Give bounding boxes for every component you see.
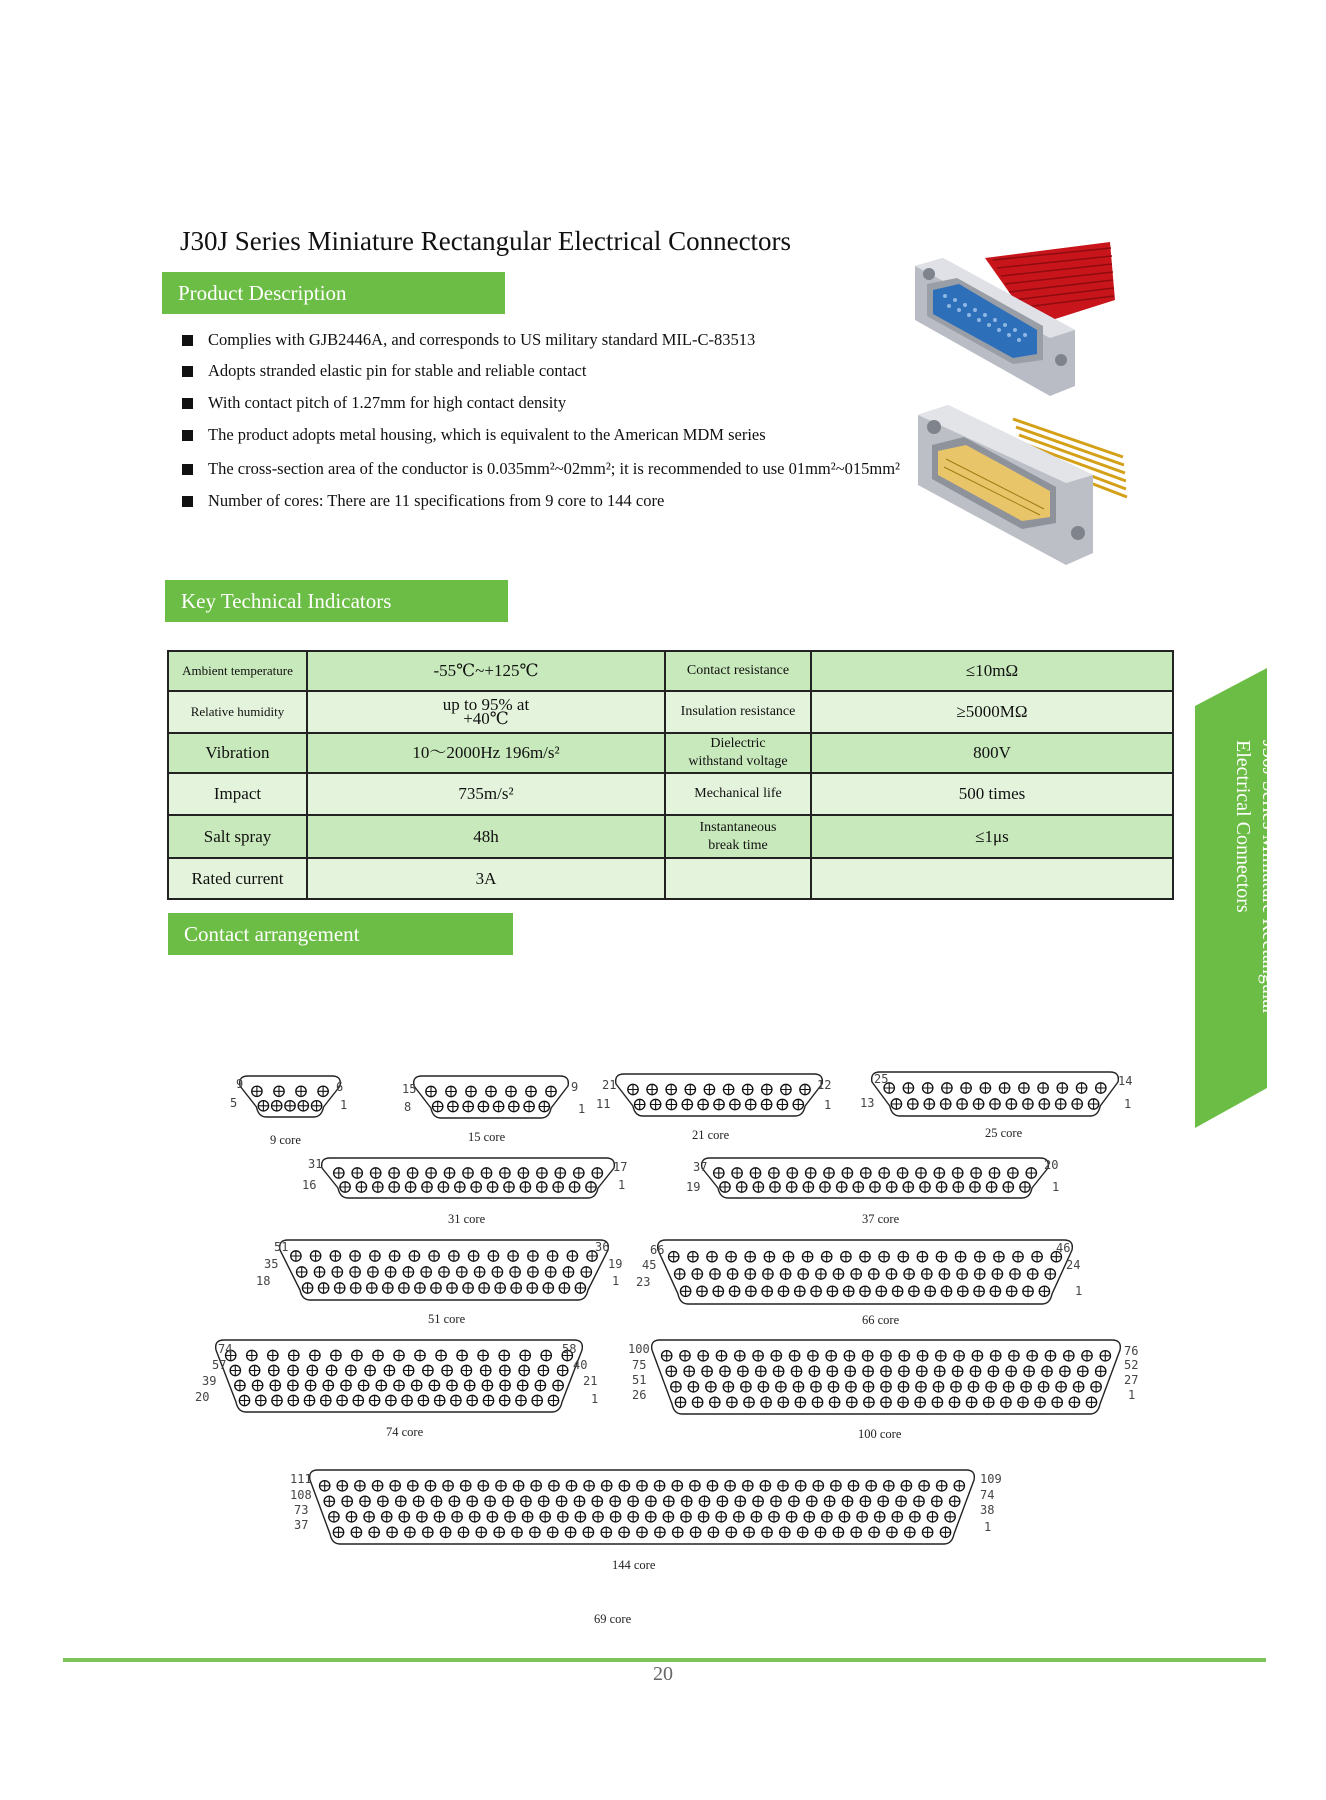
pin-number: 17	[613, 1160, 628, 1174]
pin-number: 26	[632, 1388, 647, 1402]
pin-number: 66	[650, 1243, 665, 1257]
spec-value: ≤10mΩ	[811, 651, 1173, 691]
table-row	[168, 773, 1173, 815]
pin-number: 1	[1075, 1284, 1083, 1298]
pin-number: 51	[274, 1240, 289, 1254]
pin-number: 73	[294, 1503, 309, 1517]
pin-number: 21	[602, 1078, 617, 1092]
pin-number: 35	[264, 1257, 279, 1271]
spec-label: Impact	[168, 773, 307, 815]
shell-100	[652, 1340, 1121, 1414]
pin-number: 74	[980, 1488, 995, 1502]
connector-label-51: 51 core	[428, 1312, 466, 1326]
spec-label: Mechanical life	[665, 773, 811, 815]
pin-number: 1	[824, 1098, 832, 1112]
section-header-product-description	[162, 272, 505, 314]
technical-indicators-table	[167, 650, 1174, 900]
pin-number: 15	[402, 1082, 417, 1096]
pin-number: 6	[336, 1080, 344, 1094]
pin-number: 111	[290, 1472, 312, 1486]
bullet-square-icon	[182, 496, 193, 507]
pin-number: 51	[632, 1373, 647, 1387]
pin-number: 16	[302, 1178, 317, 1192]
pin-number: 1	[340, 1098, 348, 1112]
shell-74	[216, 1340, 583, 1412]
shell-15	[414, 1076, 569, 1118]
connector-label-15: 15 core	[468, 1130, 506, 1144]
pin-number: 25	[874, 1072, 889, 1086]
pin-number: 8	[404, 1100, 412, 1114]
pin-number: 1	[618, 1178, 626, 1192]
spec-value-line: +40℃	[463, 709, 509, 728]
connector-label-37: 37 core	[862, 1212, 900, 1226]
pin-number: 109	[980, 1472, 1002, 1486]
pin-number: 74	[218, 1342, 233, 1356]
pin-number: 21	[583, 1374, 598, 1388]
pin-number: 20	[195, 1390, 210, 1404]
pin-number: 1	[591, 1392, 599, 1406]
pin-number: 12	[817, 1078, 832, 1092]
spec-label: Vibration	[168, 733, 307, 773]
pin-number: 1	[1124, 1097, 1132, 1111]
spec-label-line: Instantaneous	[699, 819, 777, 835]
pin-number: 14	[1118, 1074, 1133, 1088]
section-header-label: Contact arrangement	[184, 922, 360, 946]
pin-number: 37	[693, 1160, 708, 1174]
section-header-key-technical-indicators	[165, 580, 508, 622]
side-banner-line: J30J Series Miniature Rectangular	[1258, 740, 1280, 1015]
connector-label-21: 21 core	[692, 1128, 730, 1142]
shell-144	[310, 1470, 975, 1544]
spec-value	[307, 691, 665, 733]
page-number: 20	[653, 1663, 673, 1685]
connector-label-25: 25 core	[985, 1126, 1023, 1140]
pin-number: 52	[1124, 1358, 1139, 1372]
list-item-text: The product adopts metal housing, which is equivalent to the American MDM series	[208, 425, 766, 444]
pin-number: 36	[595, 1240, 610, 1254]
connector-label-66: 66 core	[862, 1313, 900, 1327]
shell-9	[240, 1076, 344, 1117]
feature-list	[180, 330, 980, 511]
contact-arrangement-diagrams	[0, 1040, 1326, 1560]
spec-value-line: up to 95% at	[442, 695, 530, 714]
spec-label	[665, 815, 811, 858]
list-item-text: With contact pitch of 1.27mm for high contact density	[208, 393, 567, 412]
spec-label: Rated current	[168, 858, 307, 899]
spec-label	[665, 733, 811, 773]
socket-connector-image	[915, 238, 1115, 396]
list-item-text: Complies with GJB2446A, and corresponds to US military standard MIL-C-83513	[208, 330, 756, 349]
side-banner-text	[1192, 740, 1282, 1040]
pin-number: 37	[294, 1518, 309, 1532]
pin-number: 19	[608, 1257, 623, 1271]
footer-divider	[63, 1658, 1266, 1662]
bullet-square-icon	[182, 430, 193, 441]
pin-number: 23	[636, 1275, 651, 1289]
spec-value: -55℃~+125℃	[307, 651, 665, 691]
pin-number: 40	[573, 1358, 588, 1372]
shell-51	[280, 1240, 609, 1300]
pin-number: 5	[230, 1096, 238, 1110]
pin-number: 1	[984, 1520, 992, 1534]
pin-number: 1	[1052, 1180, 1060, 1194]
connector-label-144: 144 core	[612, 1558, 656, 1572]
pin-number: 46	[1056, 1241, 1071, 1255]
pin-number: 75	[632, 1358, 647, 1372]
plug-connector-image	[918, 405, 1130, 565]
pin-number: 45	[642, 1258, 657, 1272]
connector-label-74: 74 core	[386, 1425, 424, 1439]
pin-number: 11	[596, 1097, 611, 1111]
pin-number: 1	[1128, 1388, 1136, 1402]
pin-number: 58	[562, 1342, 577, 1356]
connector-label-9: 9 core	[270, 1133, 301, 1147]
shell-21	[616, 1074, 823, 1116]
spec-label: Contact resistance	[665, 651, 811, 691]
pin-number: 9	[236, 1077, 244, 1091]
table-row	[168, 691, 1173, 733]
list-item	[180, 393, 980, 413]
table-row	[168, 651, 1173, 691]
spec-value: ≥5000MΩ	[811, 691, 1173, 733]
bullet-square-icon	[182, 464, 193, 475]
spec-label	[665, 858, 811, 899]
shell-66	[658, 1240, 1073, 1304]
bullet-square-icon	[182, 335, 193, 346]
pin-number: 19	[686, 1180, 701, 1194]
table-row	[168, 858, 1173, 899]
pin-number: 108	[290, 1488, 312, 1502]
spec-label: Insulation resistance	[665, 691, 811, 733]
spec-label: Ambient temperature	[168, 651, 307, 691]
pin-number: 76	[1124, 1344, 1139, 1358]
spec-value: 735m/s²	[307, 773, 665, 815]
table-row	[168, 733, 1173, 773]
spec-label-line: Dielectric	[710, 736, 766, 751]
spec-label-line: break time	[708, 837, 768, 853]
spec-value: ≤1μs	[811, 815, 1173, 858]
list-item	[180, 491, 980, 511]
side-banner-line: Electrical Connectors	[1232, 740, 1254, 913]
list-item	[180, 330, 980, 350]
list-item	[180, 361, 980, 381]
connector-label-31: 31 core	[448, 1212, 486, 1226]
pin-number: 57	[212, 1358, 227, 1372]
pin-number: 1	[612, 1274, 620, 1288]
shell-25	[872, 1072, 1119, 1116]
spec-value: 48h	[307, 815, 665, 858]
list-item-text: The cross-section area of the conductor is 0.035mm²~02mm²; it is recommended to use 01mm²~015mm²	[208, 459, 901, 478]
spec-label: Relative humidity	[168, 691, 307, 733]
spec-label: Salt spray	[168, 815, 307, 858]
connector-label-100: 100 core	[858, 1427, 902, 1441]
pin-number: 31	[308, 1157, 323, 1171]
list-item	[180, 425, 980, 445]
pin-number: 24	[1066, 1258, 1081, 1272]
list-item-text: Adopts stranded elastic pin for stable and reliable contact	[208, 361, 587, 380]
table-row	[168, 815, 1173, 858]
spec-value	[811, 858, 1173, 899]
page-title: J30J Series Miniature Rectangular Electrical Connectors	[180, 226, 792, 256]
bullet-square-icon	[182, 366, 193, 377]
spec-label-line: withstand voltage	[688, 754, 788, 769]
pin-number: 38	[980, 1503, 995, 1517]
pin-number: 39	[202, 1374, 217, 1388]
section-header-label: Product Description	[178, 281, 347, 305]
shell-37	[702, 1158, 1049, 1198]
spec-value: 500 times	[811, 773, 1173, 815]
connector-label-69: 69 core	[594, 1612, 632, 1626]
section-header-contact-arrangement	[168, 913, 513, 955]
pin-number: 13	[860, 1096, 875, 1110]
pin-number: 20	[1044, 1158, 1059, 1172]
list-item-text: Number of cores: There are 11 specifications from 9 core to 144 core	[208, 491, 665, 510]
spec-value: 800V	[811, 733, 1173, 773]
section-header-label: Key Technical Indicators	[181, 589, 392, 613]
bullet-square-icon	[182, 398, 193, 409]
list-item	[180, 459, 980, 479]
shell-31	[322, 1158, 615, 1198]
pin-number: 1	[578, 1102, 586, 1116]
pin-number: 27	[1124, 1373, 1139, 1387]
pin-number: 18	[256, 1274, 271, 1288]
pin-number: 100	[628, 1342, 650, 1356]
spec-value: 3A	[307, 858, 665, 899]
spec-value: 10～2000Hz 196m/s²	[307, 733, 665, 773]
pin-number: 9	[571, 1080, 579, 1094]
